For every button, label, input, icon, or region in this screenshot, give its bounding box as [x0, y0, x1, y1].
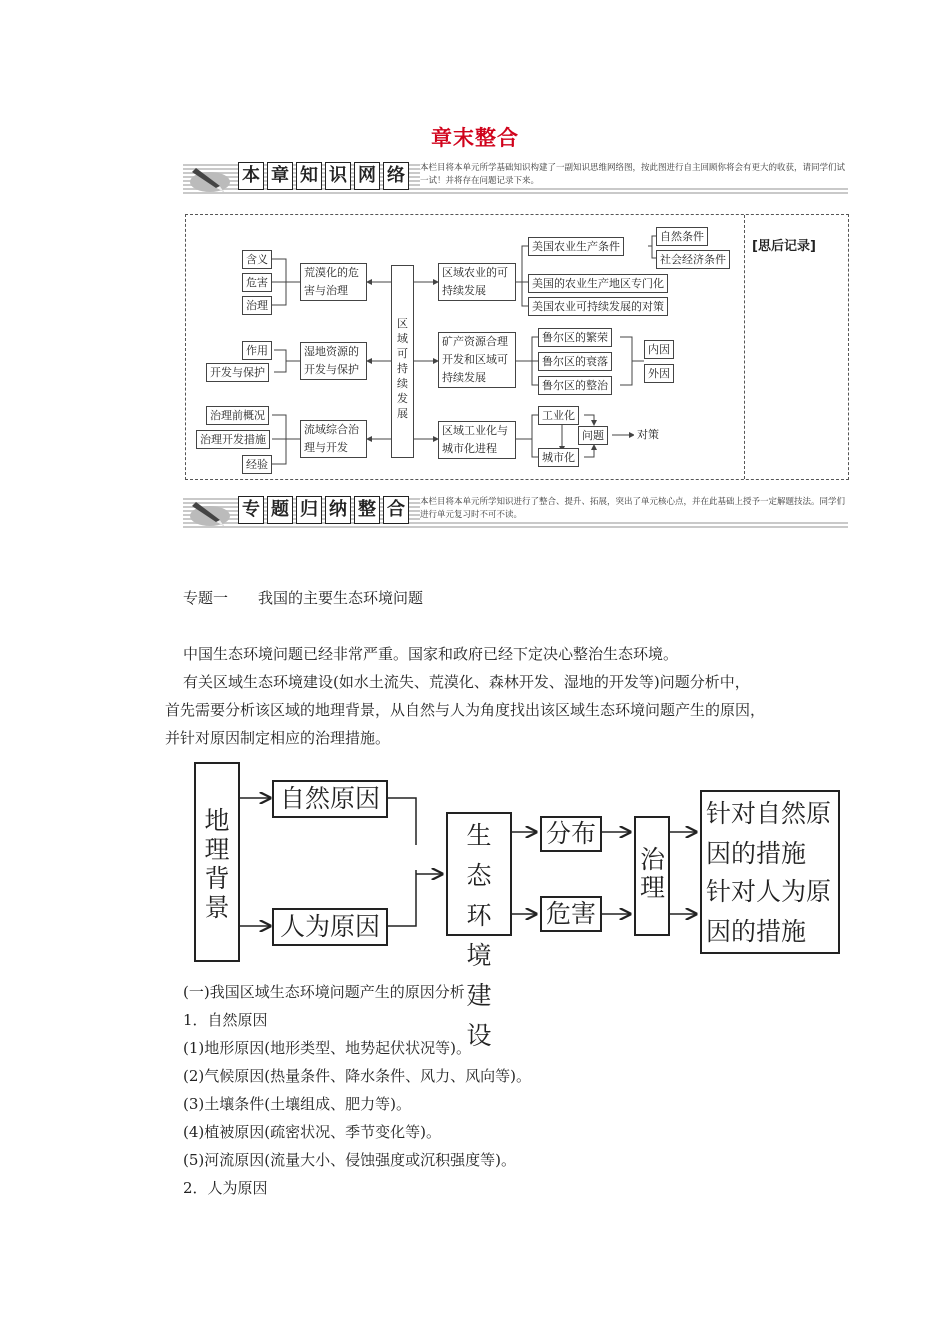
node-desertification: 荒漠化的危害与治理: [300, 263, 367, 301]
page-title: 章末整合: [431, 125, 519, 150]
node-natural-conditions: 自然条件: [656, 227, 708, 246]
node-governance: 治理: [242, 296, 272, 315]
banner-char: 专: [238, 496, 264, 524]
banner-note: 本栏目将本单元所学知识进行了整合、提升、拓展，突出了单元核心点，并在此基础上授予一定解题技法。同学们进行单元复习时不可不读。: [420, 496, 848, 522]
topic-heading: 专题一 我国的主要生态环境问题: [183, 589, 424, 607]
list-item: (一)我国区域生态环境问题产生的原因分析: [183, 983, 465, 1001]
flow-measure-natural: 针对自然原因的措施: [700, 790, 840, 874]
node-us-ag-specialization: 美国的农业生产地区专门化: [528, 274, 668, 293]
node-pre-overview: 治理前概况: [206, 406, 269, 425]
banner-char: 网: [354, 162, 380, 190]
pencil-icon: [188, 494, 232, 530]
flow-eco-construction: 生态环境建设: [446, 812, 512, 936]
banner-note: 本栏目将本单元所学基础知识构建了一副知识思维网络图，按此图进行自主回顾你将会有更大的收获，请同学们试一试！并将存在问题记录下来。: [420, 162, 848, 188]
flow-measure-human: 针对人为原因的措施: [700, 872, 840, 954]
banner-char: 识: [325, 162, 351, 190]
banner-char: 章: [267, 162, 293, 190]
banner-char: 纳: [325, 496, 351, 524]
flow-harm: 危害: [540, 896, 602, 932]
section-banner-knowledge-network: [183, 158, 848, 198]
node-mineral: 矿产资源合理开发和区域可持续发展: [438, 332, 516, 388]
node-agriculture: 区域农业的可持续发展: [438, 263, 516, 301]
node-external-cause: 外因: [644, 364, 674, 383]
banner-char: 整: [354, 496, 380, 524]
node-us-ag-measures: 美国农业可持续发展的对策: [528, 297, 668, 316]
flow-distribution: 分布: [540, 816, 602, 852]
paragraph-line: 并针对原因制定相应的治理措施。: [165, 729, 391, 747]
node-internal-cause: 内因: [644, 340, 674, 359]
list-item: (5)河流原因(流量大小、侵蚀强度或沉积强度等)。: [183, 1151, 516, 1169]
list-item: (1)地形原因(地形类型、地势起伏状况等)。: [183, 1039, 471, 1057]
node-ruhr-rectify: 鲁尔区的整治: [538, 376, 612, 395]
paragraph-line: 有关区域生态环境建设(如水土流失、荒漠化、森林开发、湿地的开发等)问题分析中，: [183, 673, 750, 691]
node-dev-protect: 开发与保护: [206, 363, 269, 382]
node-basin: 流域综合治理与开发: [300, 420, 367, 458]
list-item: (2)气候原因(热量条件、降水条件、风力、风向等)。: [183, 1067, 531, 1085]
flow-natural-cause: 自然原因: [272, 780, 388, 818]
node-experience: 经验: [242, 455, 272, 474]
node-socio-economic: 社会经济条件: [656, 250, 730, 269]
list-item: (3)土壤条件(土壤组成、肥力等)。: [183, 1095, 411, 1113]
node-center: 区域可持续发展: [391, 265, 414, 458]
pencil-icon: [188, 160, 232, 196]
node-function: 作用: [242, 341, 272, 360]
flow-geo-background: 地理背景: [194, 762, 240, 962]
list-item: (4)植被原因(疏密状况、季节变化等)。: [183, 1123, 441, 1141]
node-ruhr-decline: 鲁尔区的衰落: [538, 352, 612, 371]
notes-divider: [744, 215, 745, 479]
node-industrialization: 工业化: [538, 406, 579, 425]
banner-char: 知: [296, 162, 322, 190]
paragraph: 中国生态环境问题已经非常严重。国家和政府已经下定决心整治生态环境。: [183, 645, 679, 663]
banner-char: 合: [383, 496, 409, 524]
paragraph-line: 首先需要分析该区域的地理背景，从自然与人为角度找出该区域生态环境问题产生的原因，: [165, 701, 766, 719]
list-item: 1．自然原因: [183, 1011, 268, 1029]
banner-char: 归: [296, 496, 322, 524]
section-banner-topic-summary: [183, 492, 848, 532]
node-industrialization-process: 区域工业化与城市化进程: [438, 421, 516, 459]
flow-governance: 治理: [634, 816, 670, 936]
node-measures: 治理开发措施: [196, 430, 270, 449]
flow-human-cause: 人为原因: [272, 908, 388, 946]
node-us-ag-conditions: 美国农业生产条件: [528, 237, 624, 256]
node-problem: 问题: [578, 426, 608, 445]
banner-char: 题: [267, 496, 293, 524]
banner-char: 络: [383, 162, 409, 190]
list-item: 2．人为原因: [183, 1179, 268, 1197]
knowledge-network-diagram: [185, 214, 849, 480]
notes-label: [思后记录]: [752, 239, 816, 254]
banner-char: 本: [238, 162, 264, 190]
node-meaning: 含义: [242, 250, 272, 269]
node-wetland: 湿地资源的开发与保护: [300, 342, 367, 380]
node-ruhr-prosperity: 鲁尔区的繁荣: [538, 328, 612, 347]
node-urbanization: 城市化: [538, 448, 579, 467]
node-countermeasure: 对策: [634, 426, 662, 443]
node-harm: 危害: [242, 273, 272, 292]
